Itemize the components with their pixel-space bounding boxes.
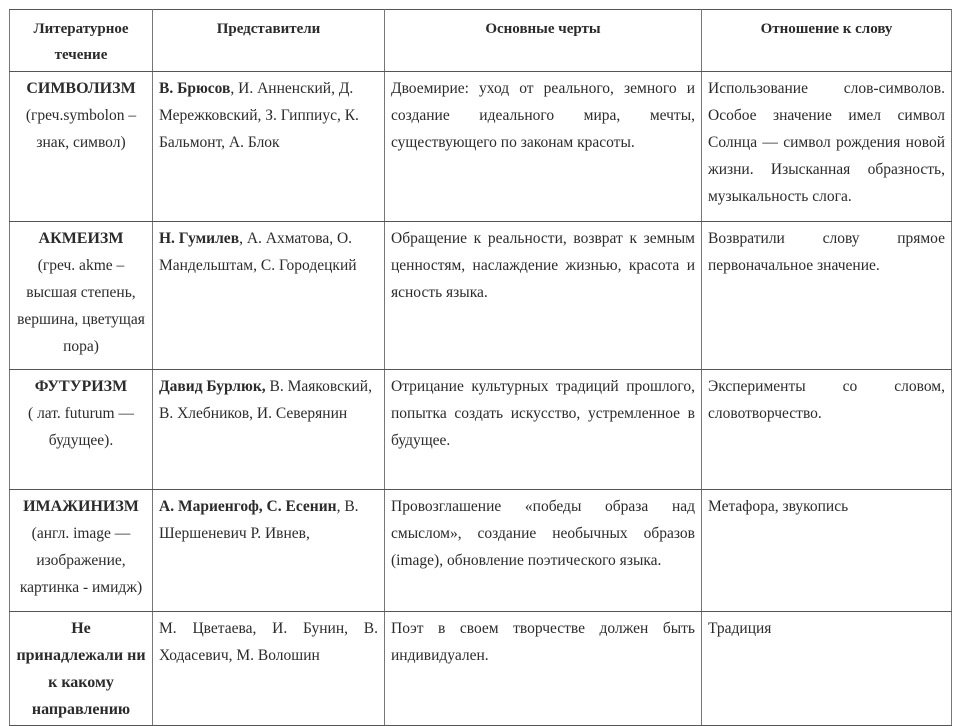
- movement-cell: [10, 370, 153, 490]
- word-attitude-cell: Использование слов-символов. Особое значение имел символ Солнца — символ рождения новой жизни. Изысканная образность, музыкальность слога.: [702, 72, 952, 222]
- features-cell: Отрицание культурных традиций прошлого, попытка создать искусство, устремленное в будущее.: [385, 370, 702, 490]
- header-word-attitude: Отношение к слову: [702, 10, 952, 72]
- word-attitude-cell: Возвратили слову прямое первоначальное значение.: [702, 222, 952, 370]
- table-row: [10, 72, 952, 222]
- representatives-cell: [153, 222, 385, 370]
- movement-etymology: (англ. image — изображение, картинка - имидж): [19, 525, 143, 596]
- movement-cell: [10, 72, 153, 222]
- features-cell: Провозглашение «победы образа над смыслом», создание необычных образов (image), обновление поэтического языка.: [385, 490, 702, 612]
- representatives-cell: [153, 370, 385, 490]
- features-cell: Обращение к реальности, возврат к земным ценностям, наслаждение жизнью, красота и ясность языка.: [385, 222, 702, 370]
- lead-representative: А. Мариенгоф, С. Есенин: [159, 498, 337, 515]
- representatives-cell: [153, 72, 385, 222]
- representatives-cell: [153, 490, 385, 612]
- movement-name: ФУТУРИЗМ: [34, 378, 128, 395]
- table-row: [10, 612, 952, 726]
- movement-cell: [10, 490, 153, 612]
- word-attitude-cell: Метафора, звукопись: [702, 490, 952, 612]
- other-representatives: , А. Ахматова, О. Мандельштам, С. Городецкий: [159, 230, 357, 274]
- movement-name: ИМАЖИНИЗМ: [23, 498, 139, 515]
- movement-cell: [10, 222, 153, 370]
- other-representatives: М. Цветаева, И. Бунин, В. Ходасевич, М. Волошин: [159, 620, 378, 664]
- header-features: Основные черты: [385, 10, 702, 72]
- other-representatives: , И. Анненский, Д. Мережковский, З. Гиппиус, К. Бальмонт, А. Блок: [159, 80, 359, 151]
- table-sheet: [9, 9, 951, 718]
- movement-name: АКМЕИЗМ: [38, 230, 124, 247]
- table-row: [10, 370, 952, 490]
- literary-movements-table: [9, 9, 952, 726]
- header-movement: Литературное течение: [10, 10, 153, 72]
- movement-etymology: (греч.symbolon – знак, символ): [25, 107, 137, 151]
- table-row: [10, 222, 952, 370]
- word-attitude-cell: Эксперименты со словом, словотворчество.: [702, 370, 952, 490]
- movement-cell: [10, 612, 153, 726]
- lead-representative: Н. Гумилев: [159, 230, 240, 247]
- lead-representative: Давид Бурлюк,: [159, 378, 266, 395]
- header-representatives: Представители: [153, 10, 385, 72]
- movement-etymology: ( лат. futurum — будущее).: [28, 405, 134, 449]
- features-cell: Поэт в своем творчестве должен быть индивидуален.: [385, 612, 702, 726]
- other-representatives: В. Маяковский, В. Хлебников, И. Северянин: [159, 378, 372, 422]
- representatives-cell: [153, 612, 385, 726]
- movement-name: СИМВОЛИЗМ: [26, 80, 136, 97]
- table-row: [10, 490, 952, 612]
- table-header-row: [10, 10, 952, 72]
- movement-etymology: (греч. akme – высшая степень, вершина, цветущая пора): [17, 257, 145, 355]
- features-cell: Двоемирие: уход от реального, земного и создание идеального мира, мечты, существующего по законам красоты.: [385, 72, 702, 222]
- lead-representative: В. Брюсов: [159, 80, 231, 97]
- word-attitude-cell: Традиция: [702, 612, 952, 726]
- movement-name: Не принадлежали ни к какому направлению: [16, 620, 146, 718]
- other-representatives: , В. Шершеневич Р. Ивнев,: [159, 498, 359, 542]
